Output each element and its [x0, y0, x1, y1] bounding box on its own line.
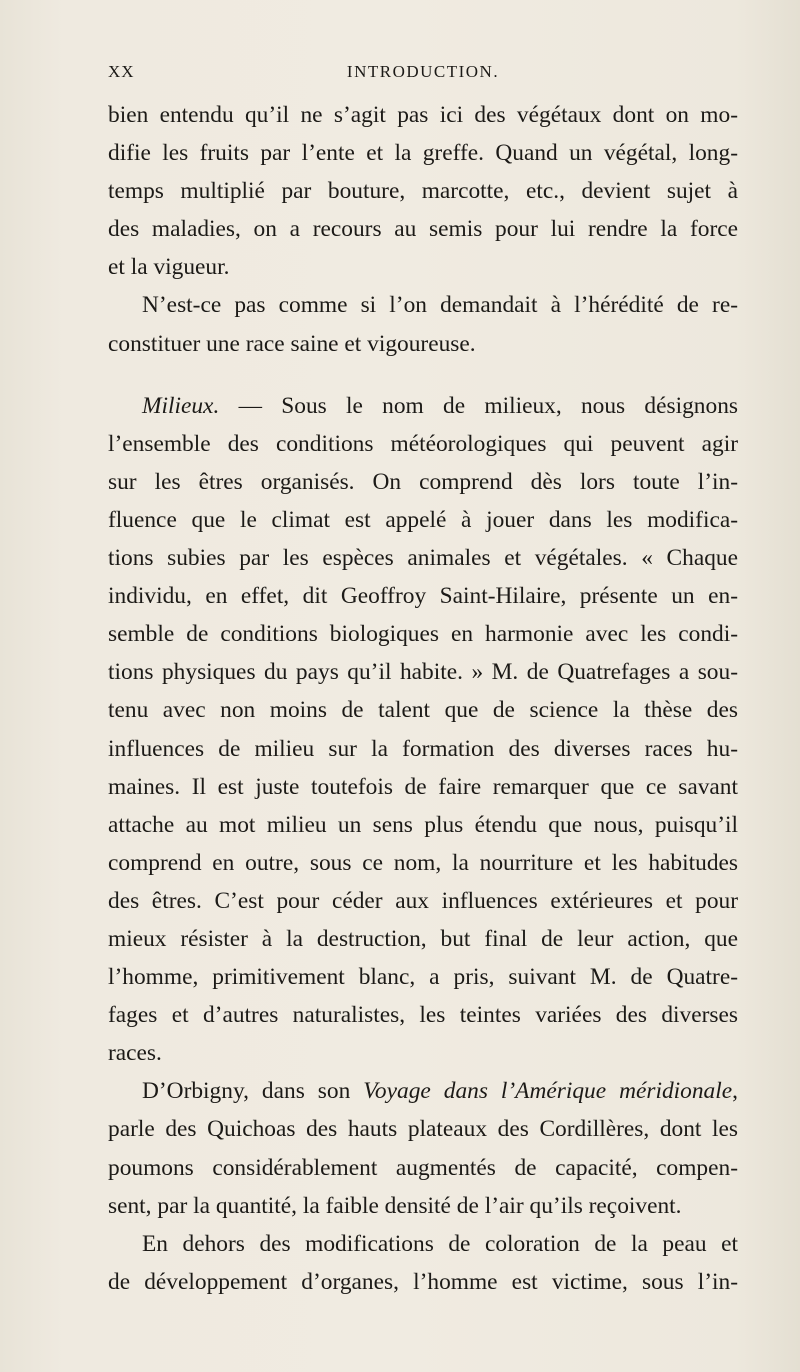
section-break	[108, 363, 738, 387]
text-line: fages et d’autres naturalistes, les teintes variées des diverses	[108, 1002, 738, 1029]
text-line: sent, par la quantité, la faible densité de l’air qu’ils reçoivent.	[108, 1192, 682, 1219]
text-line: sur les êtres organisés. On comprend dès lors toute l’in-	[108, 468, 738, 495]
text-line: semble de conditions biologiques en harmonie avec les condi-	[108, 621, 738, 648]
text-line: temps multiplié par bouture, marcotte, etc., devient sujet à	[108, 178, 738, 205]
text-line	[108, 1072, 738, 1110]
text-line: tions physiques du pays qu’il habite. » M. de Quatrefages a sou-	[108, 659, 738, 686]
text-line: poumons considérablement augmentés de capacité, compen-	[108, 1154, 738, 1181]
text-run: — Sous le nom de milieux, nous désignons	[219, 392, 738, 419]
paragraph	[108, 96, 738, 286]
text-line: individu, en effet, dit Geoffroy Saint-Hilaire, présente un en-	[108, 583, 738, 610]
text-line	[108, 387, 738, 425]
book-title: Voyage dans l’Amérique méridionale	[363, 1078, 733, 1105]
text-line: comprend en outre, sous ce nom, la nourriture et les habitudes	[108, 849, 738, 876]
text-line: En dehors des modifications de coloration de la peau et	[142, 1230, 738, 1257]
text-line: N’est-ce pas comme si l’on demandait à l’hérédité de re-	[142, 292, 738, 319]
text-line: bien entendu qu’il ne s’agit pas ici des végétaux dont on mo-	[108, 102, 738, 128]
running-title: INTRODUCTION.	[346, 62, 500, 81]
text-line: influences de milieu sur la formation des diverses races hu-	[108, 735, 738, 762]
text-line: des êtres. C’est pour céder aux influences extérieures et pour	[108, 887, 738, 914]
paragraph	[108, 1072, 738, 1224]
paragraph-milieux	[108, 387, 738, 1073]
text-line: de développement d’organes, l’homme est victime, sous l’in-	[108, 1268, 738, 1295]
text-line: tions subies par les espèces animales et végétales. « Chaque	[108, 545, 738, 572]
text-line: des maladies, on a recours au semis pour lui rendre la force	[108, 216, 738, 243]
page-header	[108, 62, 738, 86]
text-line: mieux résister à la destruction, but final de leur action, que	[108, 925, 738, 952]
text-run: D’Orbigny, dans son	[142, 1078, 364, 1105]
page-number: XX	[108, 62, 135, 81]
text-line: difie les fruits par l’ente et la greffe. Quand un végétal, long-	[108, 140, 738, 167]
text-line: fluence que le climat est appelé à jouer dans les modifica-	[108, 506, 738, 533]
text-line: et la vigueur.	[108, 254, 230, 281]
text-line: maines. Il est juste toutefois de faire remarquer que ce savant	[108, 773, 738, 800]
paragraph	[108, 1225, 738, 1301]
text-line: l’homme, primitivement blanc, a pris, suivant M. de Quatre-	[108, 964, 738, 991]
text-line: attache au mot milieu un sens plus étendu que nous, puisqu’il	[108, 811, 738, 838]
text-run: ,	[732, 1078, 738, 1105]
text-line: l’ensemble des conditions météorologiques qui peuvent agir	[108, 430, 738, 457]
text-line: constituer une race saine et vigoureuse.	[108, 330, 476, 357]
paragraph	[108, 286, 738, 362]
text-line: parle des Quichoas des hauts plateaux des Cordillères, dont les	[108, 1116, 738, 1143]
section-lead: Milieux.	[142, 392, 220, 419]
body-text	[108, 96, 738, 1301]
text-line: races.	[108, 1040, 162, 1067]
text-line: tenu avec non moins de talent que de science la thèse des	[108, 697, 738, 724]
